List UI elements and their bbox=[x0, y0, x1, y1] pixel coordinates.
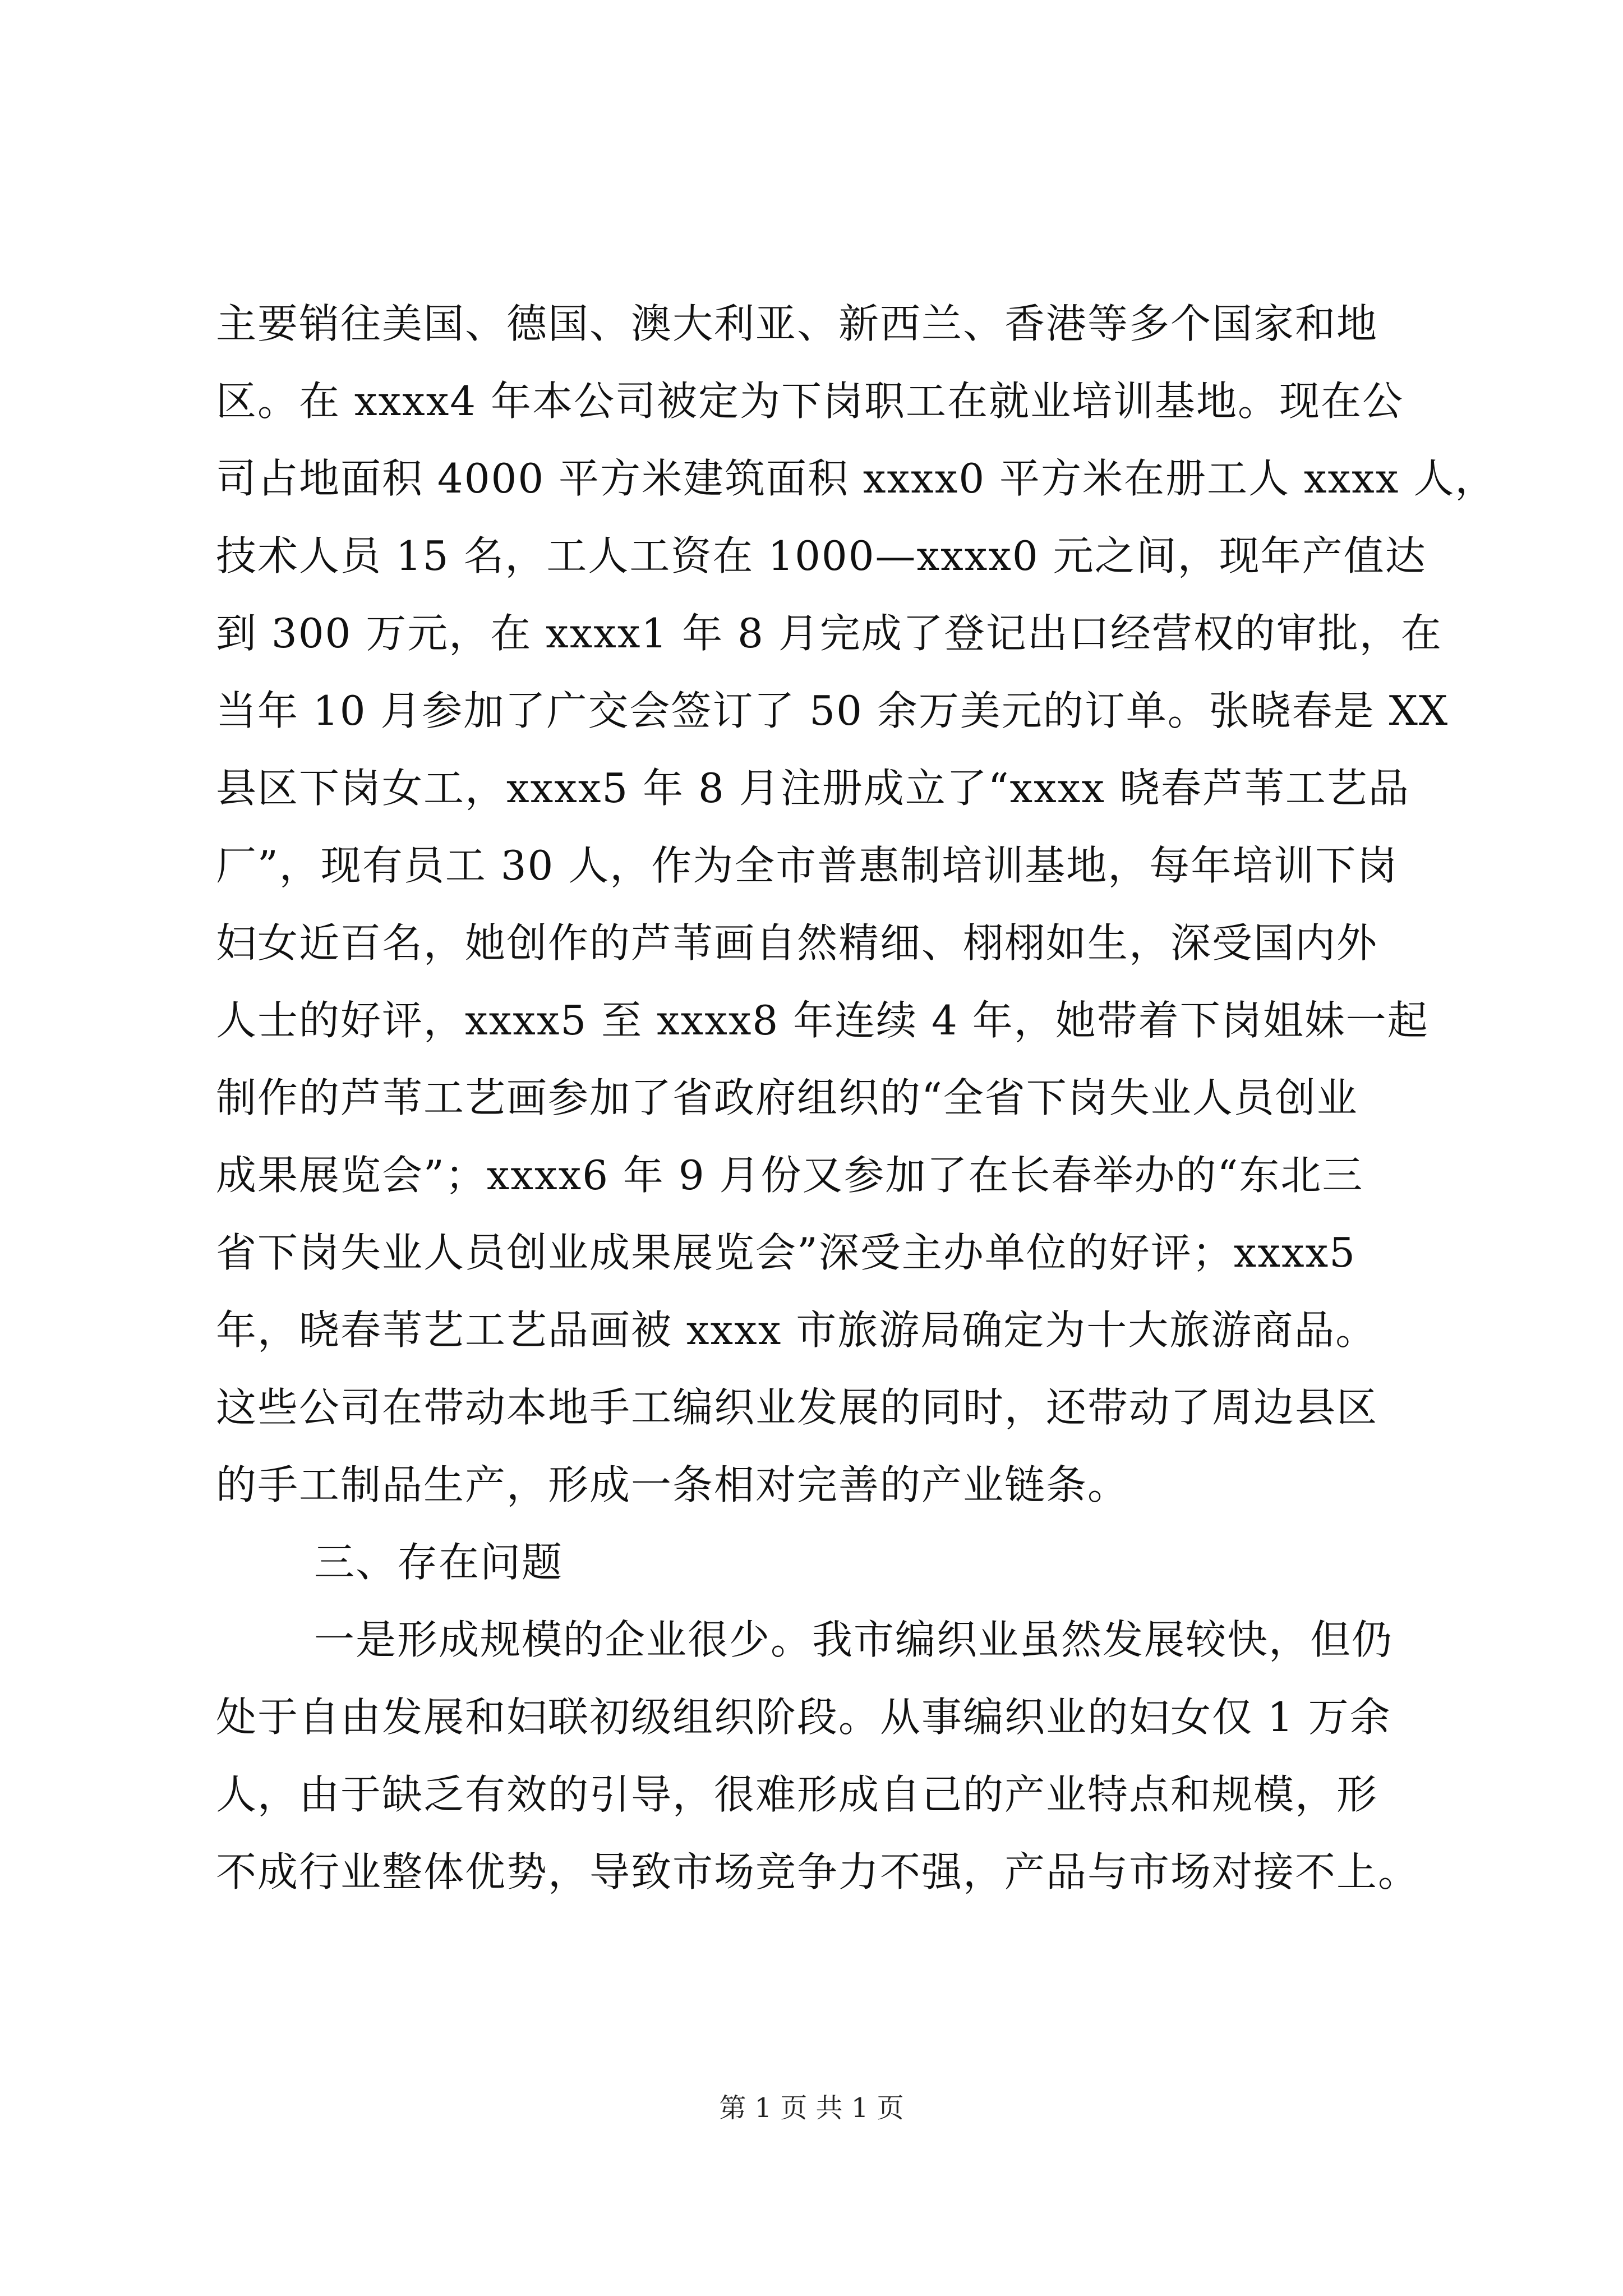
text-line: 县区下岗女工，xxxx5 年 8 月注册成立了“xxxx 晓春芦苇工艺品 bbox=[216, 765, 1410, 812]
text-line: 处于自由发展和妇联初级组织阶段。从事编织业的妇女仅 1 万余 bbox=[216, 1694, 1391, 1741]
text-line: 人士的好评，xxxx5 至 xxxx8 年连续 4 年，她带着下岗姐妹一起 bbox=[216, 997, 1429, 1044]
text-line: 制作的芦苇工艺画参加了省政府组织的“全省下岗失业人员创业 bbox=[216, 1074, 1358, 1121]
text-line: 司占地面积 4000 平方米建筑面积 xxxx0 平方米在册工人 xxxx 人， bbox=[216, 455, 1497, 502]
text-line: 妇女近百名，她创作的芦苇画自然精细、栩栩如生，深受国内外 bbox=[216, 919, 1378, 967]
text-line: 这些公司在带动本地手工编织业发展的同时，还带动了周边县区 bbox=[216, 1384, 1378, 1431]
paragraph-1 bbox=[216, 285, 1497, 1524]
section-heading: 三、存在问题 bbox=[314, 1539, 564, 1586]
document-body bbox=[216, 285, 1497, 1911]
text-line: 不成行业整体优势，导致市场竞争力不强，产品与市场对接不上。 bbox=[216, 1848, 1420, 1895]
text-line: 区。在 xxxx4 年本公司被定为下岗职工在就业培训基地。现在公 bbox=[216, 378, 1404, 425]
page-number-label: 第 1 页 共 1 页 bbox=[719, 2092, 904, 2124]
page-footer bbox=[0, 2091, 1623, 2125]
text-line: 到 300 万元，在 xxxx1 年 8 月完成了登记出口经营权的审批，在 bbox=[216, 610, 1442, 657]
paragraph-2 bbox=[216, 1601, 1420, 1911]
text-line: 的手工制品生产，形成一条相对完善的产业链条。 bbox=[216, 1461, 1129, 1508]
text-line: 技术人员 15 名，工人工资在 1000—xxxx0 元之间，现年产值达 bbox=[216, 532, 1427, 579]
text-line: 主要销往美国、德国、澳大利亚、新西兰、香港等多个国家和地 bbox=[216, 300, 1378, 347]
text-line: 成果展览会”；xxxx6 年 9 月份又参加了在长春举办的“东北三 bbox=[216, 1152, 1364, 1199]
text-line: 省下岗失业人员创业成果展览会”深受主办单位的好评；xxxx5 bbox=[216, 1229, 1357, 1276]
text-line: 当年 10 月参加了广交会签订了 50 余万美元的订单。张晓春是 XX bbox=[216, 687, 1449, 734]
text-line: 一是形成规模的企业很少。我市编织业虽然发展较快，但仍 bbox=[314, 1616, 1394, 1663]
text-line: 年，晓春苇艺工艺品画被 xxxx 市旅游局确定为十大旅游商品。 bbox=[216, 1306, 1377, 1354]
text-line: 人，由于缺乏有效的引导，很难形成自己的产业特点和规模，形 bbox=[216, 1771, 1378, 1818]
text-line: 厂”，现有员工 30 人，作为全市普惠制培训基地，每年培训下岗 bbox=[216, 842, 1399, 889]
